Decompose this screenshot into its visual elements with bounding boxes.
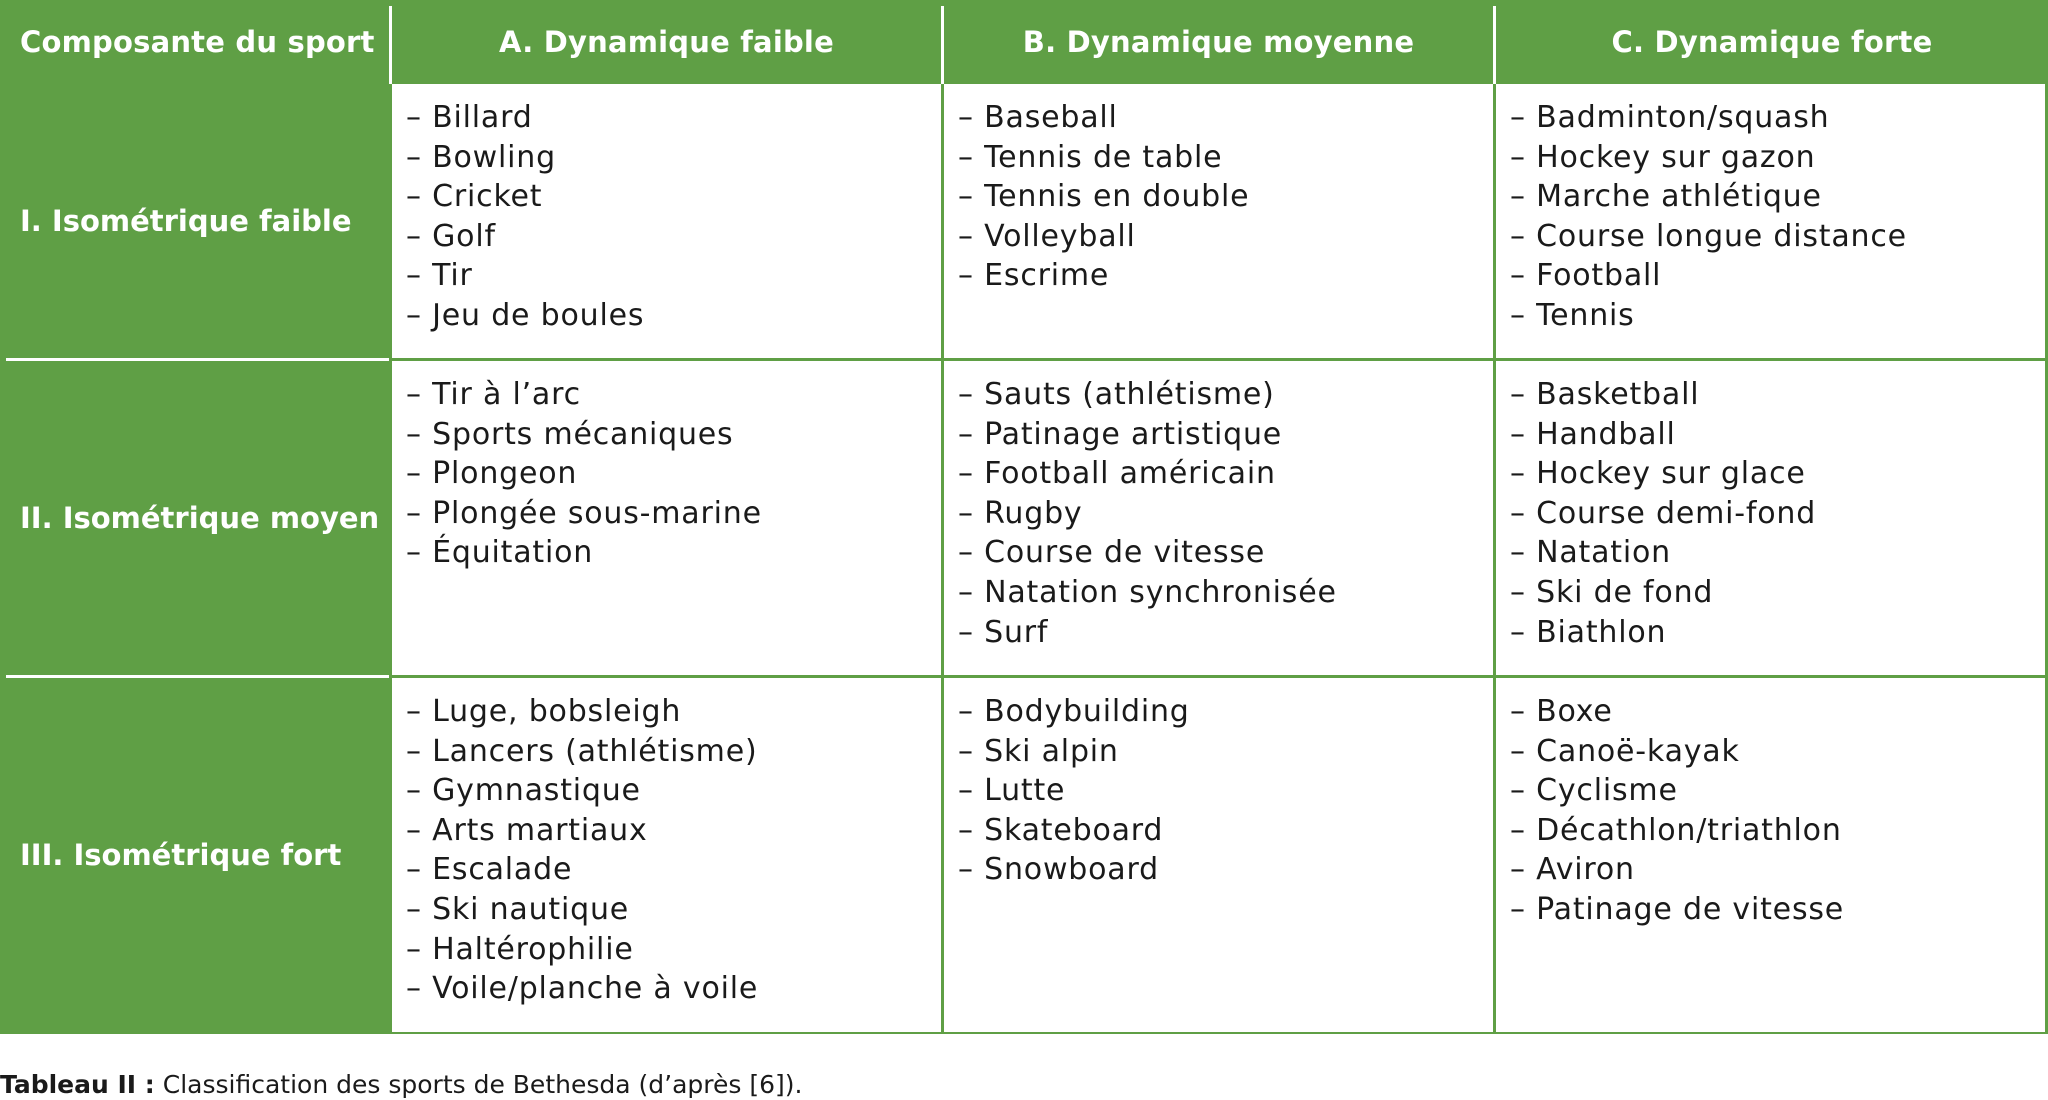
sport-item: – Sauts (athlétisme) bbox=[958, 377, 1275, 412]
row-head-divider bbox=[6, 675, 389, 678]
sport-item: – Lutte bbox=[958, 773, 1066, 809]
sport-list bbox=[406, 375, 941, 573]
sport-item: – Cricket bbox=[406, 179, 543, 215]
header-col-c: C. Dynamique forte bbox=[1496, 0, 2048, 84]
sport-item: – Haltérophilie bbox=[406, 931, 634, 967]
sport-item: – Golf bbox=[406, 218, 496, 254]
sport-item: – Football bbox=[1510, 258, 1662, 294]
cell-1-a bbox=[392, 84, 941, 358]
sport-item: – Lancers (athlétisme) bbox=[406, 733, 758, 769]
sport-item: – Équitation bbox=[406, 535, 594, 571]
row-head-divider bbox=[6, 358, 389, 361]
header-col-a: A. Dynamique faible bbox=[392, 0, 941, 84]
sport-item: – Tennis de table bbox=[958, 139, 1223, 175]
sport-list bbox=[1510, 375, 2045, 652]
sport-item: – Ski nautique bbox=[406, 891, 630, 927]
header-col-b: B. Dynamique moyenne bbox=[944, 0, 1493, 84]
sport-item: – Badminton/squash bbox=[1510, 100, 1830, 135]
sport-item: – Tir à l’arc bbox=[406, 377, 581, 412]
table-caption bbox=[0, 1070, 802, 1099]
sport-item: – Sports mécaniques bbox=[406, 416, 734, 452]
sport-item: – Basketball bbox=[1510, 377, 1700, 412]
sport-item: – Tir bbox=[406, 258, 473, 294]
sport-item: – Patinage de vitesse bbox=[1510, 891, 1845, 927]
cell-1-c bbox=[1496, 84, 2045, 358]
sport-item: – Patinage artistique bbox=[958, 416, 1283, 452]
sport-item: – Skateboard bbox=[958, 812, 1164, 848]
sport-item: – Natation bbox=[1510, 535, 1671, 571]
caption-label: Tableau II : bbox=[0, 1070, 155, 1099]
cell-1-b bbox=[944, 84, 1493, 358]
sport-item: – Hockey sur glace bbox=[1510, 456, 1806, 492]
header-corner: Composante du sport bbox=[0, 0, 389, 84]
sport-item: – Biathlon bbox=[1510, 614, 1667, 650]
header-divider bbox=[941, 6, 944, 84]
sport-item: – Baseball bbox=[958, 100, 1118, 135]
sport-item: – Plongeon bbox=[406, 456, 578, 492]
sport-item: – Marche athlétique bbox=[1510, 179, 1822, 215]
sport-item: – Surf bbox=[958, 614, 1049, 650]
header-divider bbox=[389, 6, 392, 84]
sport-item: – Arts martiaux bbox=[406, 812, 648, 848]
sport-item: – Ski alpin bbox=[958, 733, 1119, 769]
sport-item: – Escrime bbox=[958, 258, 1110, 294]
sport-item: – Rugby bbox=[958, 495, 1083, 531]
sport-item: – Tennis bbox=[1510, 297, 1635, 333]
sport-item: – Hockey sur gazon bbox=[1510, 139, 1816, 175]
cell-2-b bbox=[944, 361, 1493, 675]
sport-item: – Volleyball bbox=[958, 218, 1136, 254]
sport-item: – Boxe bbox=[1510, 694, 1613, 729]
sport-item: – Plongée sous-marine bbox=[406, 495, 762, 531]
sport-list bbox=[958, 375, 1493, 652]
sport-item: – Tennis en double bbox=[958, 179, 1250, 215]
sport-list bbox=[1510, 98, 2045, 336]
sport-item: – Voile/planche à voile bbox=[406, 971, 759, 1007]
sport-item: – Football américain bbox=[958, 456, 1276, 492]
sport-item: – Bowling bbox=[406, 139, 556, 175]
cell-3-a bbox=[392, 678, 941, 1032]
cell-3-c bbox=[1496, 678, 2045, 1032]
sport-item: – Course longue distance bbox=[1510, 218, 1907, 254]
sport-item: – Course de vitesse bbox=[958, 535, 1266, 571]
row-head-1: I. Isométrique faible bbox=[0, 84, 389, 358]
sport-item: – Natation synchronisée bbox=[958, 574, 1337, 610]
row-head-3: III. Isométrique fort bbox=[0, 678, 389, 1032]
caption-text: Classification des sports de Bethesda (d’après [6]). bbox=[154, 1070, 803, 1099]
sport-item: – Handball bbox=[1510, 416, 1676, 452]
sport-item: – Décathlon/triathlon bbox=[1510, 812, 1842, 848]
sport-list bbox=[1510, 692, 2045, 930]
sport-item: – Bodybuilding bbox=[958, 694, 1190, 729]
row-head-2: II. Isométrique moyen bbox=[0, 361, 389, 675]
cell-2-c bbox=[1496, 361, 2045, 675]
sport-item: – Snowboard bbox=[958, 852, 1159, 888]
sport-list bbox=[958, 98, 1493, 296]
cell-2-a bbox=[392, 361, 941, 675]
sport-list bbox=[406, 98, 941, 336]
sport-item: – Cyclisme bbox=[1510, 773, 1678, 809]
header-divider bbox=[1493, 6, 1496, 84]
sport-list bbox=[406, 692, 941, 1009]
sport-item: – Escalade bbox=[406, 852, 573, 888]
cell-3-b bbox=[944, 678, 1493, 1032]
sport-item: – Luge, bobsleigh bbox=[406, 694, 682, 729]
sport-item: – Canoë-kayak bbox=[1510, 733, 1740, 769]
sport-item: – Ski de fond bbox=[1510, 574, 1714, 610]
sport-item: – Billard bbox=[406, 100, 533, 135]
sport-item: – Aviron bbox=[1510, 852, 1635, 888]
sport-item: – Jeu de boules bbox=[406, 297, 645, 333]
sport-item: – Gymnastique bbox=[406, 773, 641, 809]
sport-item: – Course demi-fond bbox=[1510, 495, 1817, 531]
sport-list bbox=[958, 692, 1493, 890]
